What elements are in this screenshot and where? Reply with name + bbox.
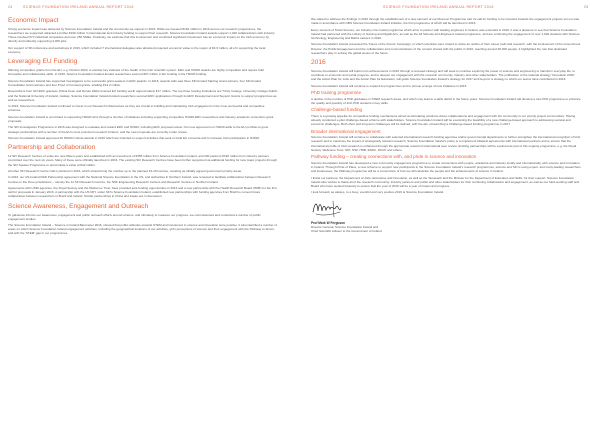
paragraph: The Science Foundation Ireland – Science in Ireland Barometer 2016, showed that public attitudes towards STEM and investment in science and innovation were positive. It also identified a number of areas on which Science Foundation Ireland engagement activities, including the geographical locations of our activities, girl's perceptions of science and their engagement with the Pathway to Smart, and with the 'STEM' gap in our programmes.	[8, 223, 277, 236]
paragraph: In 2016, Science Foundation Ireland continued to invest in our Research Infrastructure as they are crucial to building and maintaining Irish engagement in the most successful and competitive schemes.	[8, 104, 265, 113]
paragraph: A decline in the number of PhD graduates in STEM research areas, and which may lead to a skills deficit in the future years. Science Foundation Ireland will develop a new PhD programme to enhance the quality and quantity of Irish PhD students in key skills.	[311, 96, 581, 105]
paragraph: To galvanise informs our awareness, engagement and public outreach efforts around science, and ultimately to measure our progress, we commissioned and conducted a number of public engagement studies.	[8, 212, 261, 221]
paragraph: Science Foundation Ireland has supported investigators to be successful grant-seekers in ERC awards. In 2016, awards calls saw three SFI-funded Starting Grant winners, four SFI-funded Consolidator Grant winners and four Proof of Concept grants, totalling €14.2 million.	[8, 78, 261, 87]
paragraph: Strong economic impact was delivered by Science Foundation Ireland and the community we support in 2016. While we invested €164 million in 2016 across our research programmes, the researchers we supported attracted a further €190 million in international and industry funding to support their research. Science Foundation Ireland awards support 1,320 collaborations with industry. These involved 573 individual companies and over 250 SMEs. Positively, we estimate that this involvement and combined significant investment has an economic impact on the Irish economy by directly and indirectly supporting 3,000 jobs.	[8, 27, 276, 44]
running-header	[0, 5, 600, 13]
paragraph: Agreements with UKRI agencies, the Royal Society and the Wellcome Trust, have provided joint funding opportunities in 2016 and a new partnership with the Health Research Board (HRB) for the first call for proposals in January 2016. A partnership with the US NIH, under SFI's Science Foundation Ireland, established new partnerships with funding agencies from Brazil to cement future collaboration between researchers in Brazil and Ireland. Similar partnerships in China and Japan are in discussion.	[8, 186, 277, 199]
paragraph: Science Foundation Ireland will continue to collaborate with selected international research funding agencies and/or governmental departments to further strengthen the international recognition of Irish research and to maximise the impact of strategically relevant research. Science Foundation Ireland's policy is to implement bilateral agreements with international partners and to ensure that the international profile of Irish research is enhanced through the appropriate reward of international peer review. Exciting partnerships will be explored as part of this ongoing programme, e.g. the Royal Society, Wellcome Trust, NIH, NSF, HRB, ESRC, RCUK and others.	[311, 135, 581, 152]
section-heading-economic-impact: Economic Impact	[8, 17, 59, 24]
paragraph: Science Foundation Ireland has developed a new community engagement programme to create connections with people, academia and industry locally and internationally, with science and innovation in Ireland. Through Pride of Place, a new scheme to support new participants in the Science Foundation Ireland's research programmes, science and SFI is using expert, and many-leading researchers and businesses, the Pathway programme will be a cornerstone of how we will celebrate the people and the achievements of science in Ireland.	[311, 160, 581, 174]
paragraph: Researchers from SFI ERC grantees (Olivia Keen and Ronan Wall) received EU funding worth approximately €17 million. The top three hosting institutions are Trinity College, University College Dublin and the National University of Ireland, Galway. Science Foundation Ireland-funded researchers secured ERC applications through its ERC Development and Support Grants to support programmes as well as researchers.	[8, 89, 278, 102]
paragraph: I look forward, as always, to a busy, eventful and very positive 2016 at Science Foundation Ireland.	[311, 190, 445, 195]
subheading-pathway-funding: Pathway funding – creating connections with, and pride in science and innovation	[311, 154, 477, 160]
paragraph: All other SFI Research Centre Call is planned in 2016, which should bring the number up to the planned 16-18 Centres, resulting as initially agreed government priority areas.	[8, 168, 242, 173]
subheading-challenge-funding: Challenge-based funding	[311, 107, 363, 113]
paragraph: I thank our partners, the Department of Jobs, Enterprise and Innovation, as well as the Taoiseach and the Minister for the Department of Education and Skills, for their support. Science Foundation Ireland also wishes to thank all of the research community, industry partners and public and other stakeholders for their continuing collaboration and engagement, as well as our hard-working staff and Board who have worked tirelessly to ensure that the year of 2016 will be a year of impact and progress.	[311, 175, 579, 188]
subheading-phd-training: PhD training programme	[311, 90, 362, 96]
paragraph: There is a growing appetite for competitive funding mechanisms aimed at stimulating solutions-driven collaborations and engagement with the community in our priority project communities. Having already conducted a pilot challenge-based scheme with stakeholders, Science Foundation Ireland will be examining the feasibility of a new challenge-based approach to addressing societal and economic challenges. Both short and long-term challenges will be defined, with the aim of launching a Challenge-based funding programme in 2017.	[311, 113, 576, 127]
signatory-name: Prof Mark W Ferguson	[311, 220, 346, 225]
paragraph: Science Foundation Ireland will build on its achievements in 2016 through a renewed strategy and will seek to continue exploring the power of science and engineering to transform everyday life, to contribute to economic and social progress, and to deepen our engagement with the research community, industry and other stakeholders. The publication of the national strategy 'Innovation 2020', and the Action Plan for Jobs and the Action Plan for Education, will guide Science Foundation Ireland's strategy for 2017 and beyond, a strategy to which our teams have contributed in 2016.	[311, 68, 576, 82]
paragraph: Science Foundation Ireland presented the 'Faces of the Future' Campaign, in which scientists were invited to share an outline of their career path and research, with the involvement of the Government Director, the Public Engagement and the collaboration and communications of the content shared with the public in 2016, reaching around 36,000 people. It highlighted the role that dedicated researchers play in solving the global issues of the future.	[311, 42, 581, 55]
signatory-role: Director General, Science Foundation Ireland and	[311, 225, 379, 230]
page-number-left: 24	[8, 5, 13, 9]
paragraph: Science Foundation Ireland will continue to expand its programmes and to pursue a range of new initiatives in 2016.	[311, 83, 468, 88]
section-heading-science-awareness: Science Awareness, Engagement and Outreach	[8, 202, 149, 210]
running-title-left: SCIENCE FOUNDATION IRELAND ANNUAL REPORT 2016	[23, 5, 134, 9]
left-column	[8, 17, 278, 238]
paragraph: Our support of 38 conference and workshops in 2016, which included 7 international delegates also attracted projected economic value to the region of €4.6 million, all of it supporting the local economy.	[8, 45, 266, 55]
paragraph: In 2016, our US-Ireland R&D Partnership agreement with the National Science Foundation in the US, and authorities in Northern Ireland, was renewed to facilitate collaboration between Research Centres in the three jurisdictions – namely the 12 SFI Research Centres, the NSF Engineering Research Centers and Research Centres in Northern Ireland.	[8, 175, 271, 184]
handwritten-signature	[311, 197, 345, 219]
subheading-international-engagement: Broader international engagement	[311, 128, 381, 134]
section-heading-leveraging-eu-funding: Leveraging EU Funding	[8, 58, 78, 66]
section-heading-outlook: 2016	[311, 58, 326, 66]
paragraph: Every element of Smart Futures, our industry role model programme which aims to partner with leading engineers in Ireland, was extended in 2016. It was a pleasure to see that Science Foundation Ireland had partnered with the Library of Gaming and Digital Arts, as well as the All Schools and Engineers Ireland programme, and are continuing the engagement of over 1,600 students with Science, Technology, Engineering and Maths careers in 2016.	[311, 27, 581, 40]
paragraph: 12 SFI Research Centres of scale are now fifteen-years and established with an investment of €355 million from Science Foundation Ireland, and 200 partners €190 million from industry partners committed over the next six years. Many of these were officially launched in 2016. The existing SFI Research Centres have been further supported via additional funding for new major projects through the SFI Spokes Programme to accumulate a value of €42 million.	[8, 154, 278, 167]
section-heading-partnership: Partnership and Collaboration	[8, 144, 96, 152]
paragraph: We started to address the findings in 2016 through the establishment of a new element of our Discover Programme call. Its call for funding to be invested towards the engagement projects set out was made in accordance with OBS Science Foundation Ireland initiative, the first programme of which will be launched in 2016.	[311, 17, 580, 26]
paragraph: Science Foundation Ireland is committed to supporting H2020 wins through a number of initiatives including supporting competitive H2020-ERC researchers and industry-academic consortium grant proposals.	[8, 114, 274, 123]
paragraph: Winning competitive grants from the EU, e.g. Horizon 2020, is another key indicator of the health of the Irish scientific system. ERC and H2020 awards are highly competitive and require both innovative and collaborative skills. In 2016, Science Foundation Ireland-funded researchers secured €67 million in EU funding in the H2020 funding.	[8, 68, 265, 77]
paragraph: Science Foundation Ireland approved 46 H2020 Cofund awards in 2016 which are intended to support activities that seek to build EU consortia and to increase Irish participation in H2020.	[8, 136, 260, 141]
right-column	[311, 17, 581, 233]
page-number-right: 25	[584, 5, 589, 9]
signature-block	[311, 197, 581, 234]
paragraph: The SFI Investigators Programme in 2016 was designed to evaluate and reward ERC and H2020, including ERC proposal review. Our new agreement on H2020 adds to the EU portfolio to grow strategic partnerships with a number of the EU's most prominent research funders, and the new proposals are currently under review.	[8, 125, 269, 134]
running-title-right: SCIENCE FOUNDATION IRELAND ANNUAL REPORT 2016	[383, 5, 494, 9]
signatory-role: Chief Scientific Adviser to the Government of Ireland	[311, 229, 382, 234]
